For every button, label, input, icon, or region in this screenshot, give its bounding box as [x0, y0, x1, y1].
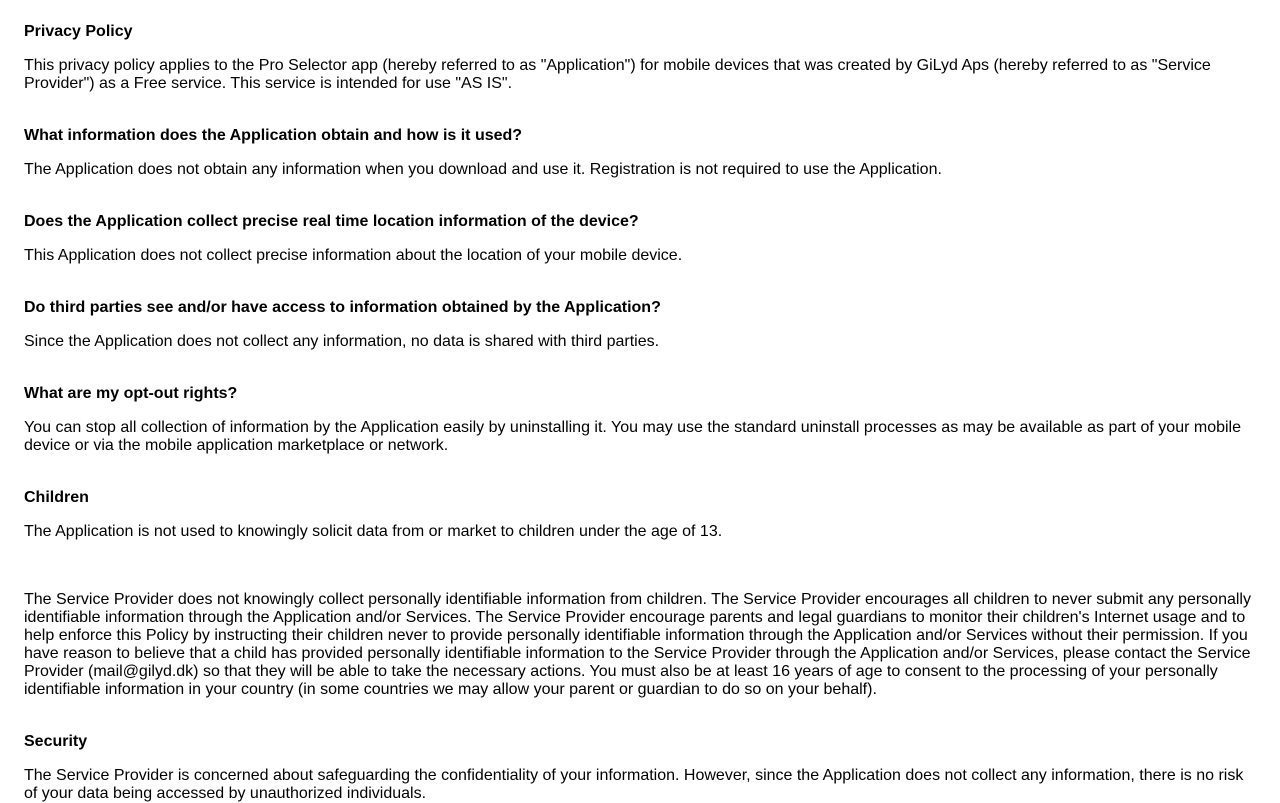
section-heading: Children [24, 489, 89, 506]
intro-paragraph: This privacy policy applies to the Pro Selector app (hereby referred to as "Application") for mobile devices that was created by GiLyd Aps (hereby referred to as "Service Provider") as a Free service. This service is intended for use "AS IS". [24, 57, 1211, 92]
section-heading: Security [24, 733, 88, 750]
section-body-continued: The Service Provider does not knowingly collect personally identifiable information from children. The Service Provider encourages all children to never submit any personally identifiable information through the Application and/or Services. The Service Provider encourage parents and legal guardians to monitor their children's Internet usage and to help enforce this Policy by instructing their children never to provide personally identifiable information through the Application and/or Services without their permission. If you have reason to believe that a child has provided personally identifiable information to the Service Provider through the Application and/or Services, please contact the Service Provider (mail@gilyd.dk) so that they will be able to take the necessary actions. You must also be at least 16 years of age to consent to the processing of your personally identifiable information in your country (in some countries we may allow your parent or guardian to do so on your behalf). [24, 591, 1251, 698]
section-heading: What information does the Application obtain and how is it used? [24, 127, 523, 144]
section-heading: Do third parties see and/or have access to information obtained by the Application? [24, 299, 661, 316]
paragraph-spacer [24, 541, 1256, 591]
section-third-parties [24, 299, 1256, 351]
section-body: Since the Application does not collect any information, no data is shared with third parties. [24, 333, 660, 350]
section-security [24, 733, 1256, 803]
section-children [24, 489, 1256, 699]
section-location [24, 213, 1256, 265]
section-body: You can stop all collection of information by the Application easily by uninstalling it. You may use the standard uninstall processes as may be available as part of your mobile device or via the mobile application marketplace or network. [24, 419, 1242, 454]
section-body: This Application does not collect precise information about the location of your mobile device. [24, 247, 683, 264]
section-heading: Does the Application collect precise real time location information of the device? [24, 213, 639, 230]
section-opt-out [24, 385, 1256, 455]
section-body: The Application does not obtain any information when you download and use it. Registration is not required to use the Application. [24, 161, 942, 178]
section-information-obtained [24, 127, 1256, 179]
page-title: Privacy Policy [24, 23, 133, 40]
intro-section [24, 57, 1256, 93]
section-heading: What are my opt-out rights? [24, 385, 238, 402]
section-body: The Application is not used to knowingly solicit data from or market to children under the age of 13. [24, 523, 723, 540]
section-body: The Service Provider is concerned about safeguarding the confidentiality of your information. However, since the Application does not collect any information, there is no risk of your data being accessed by unauthorized individuals. [24, 767, 1244, 802]
